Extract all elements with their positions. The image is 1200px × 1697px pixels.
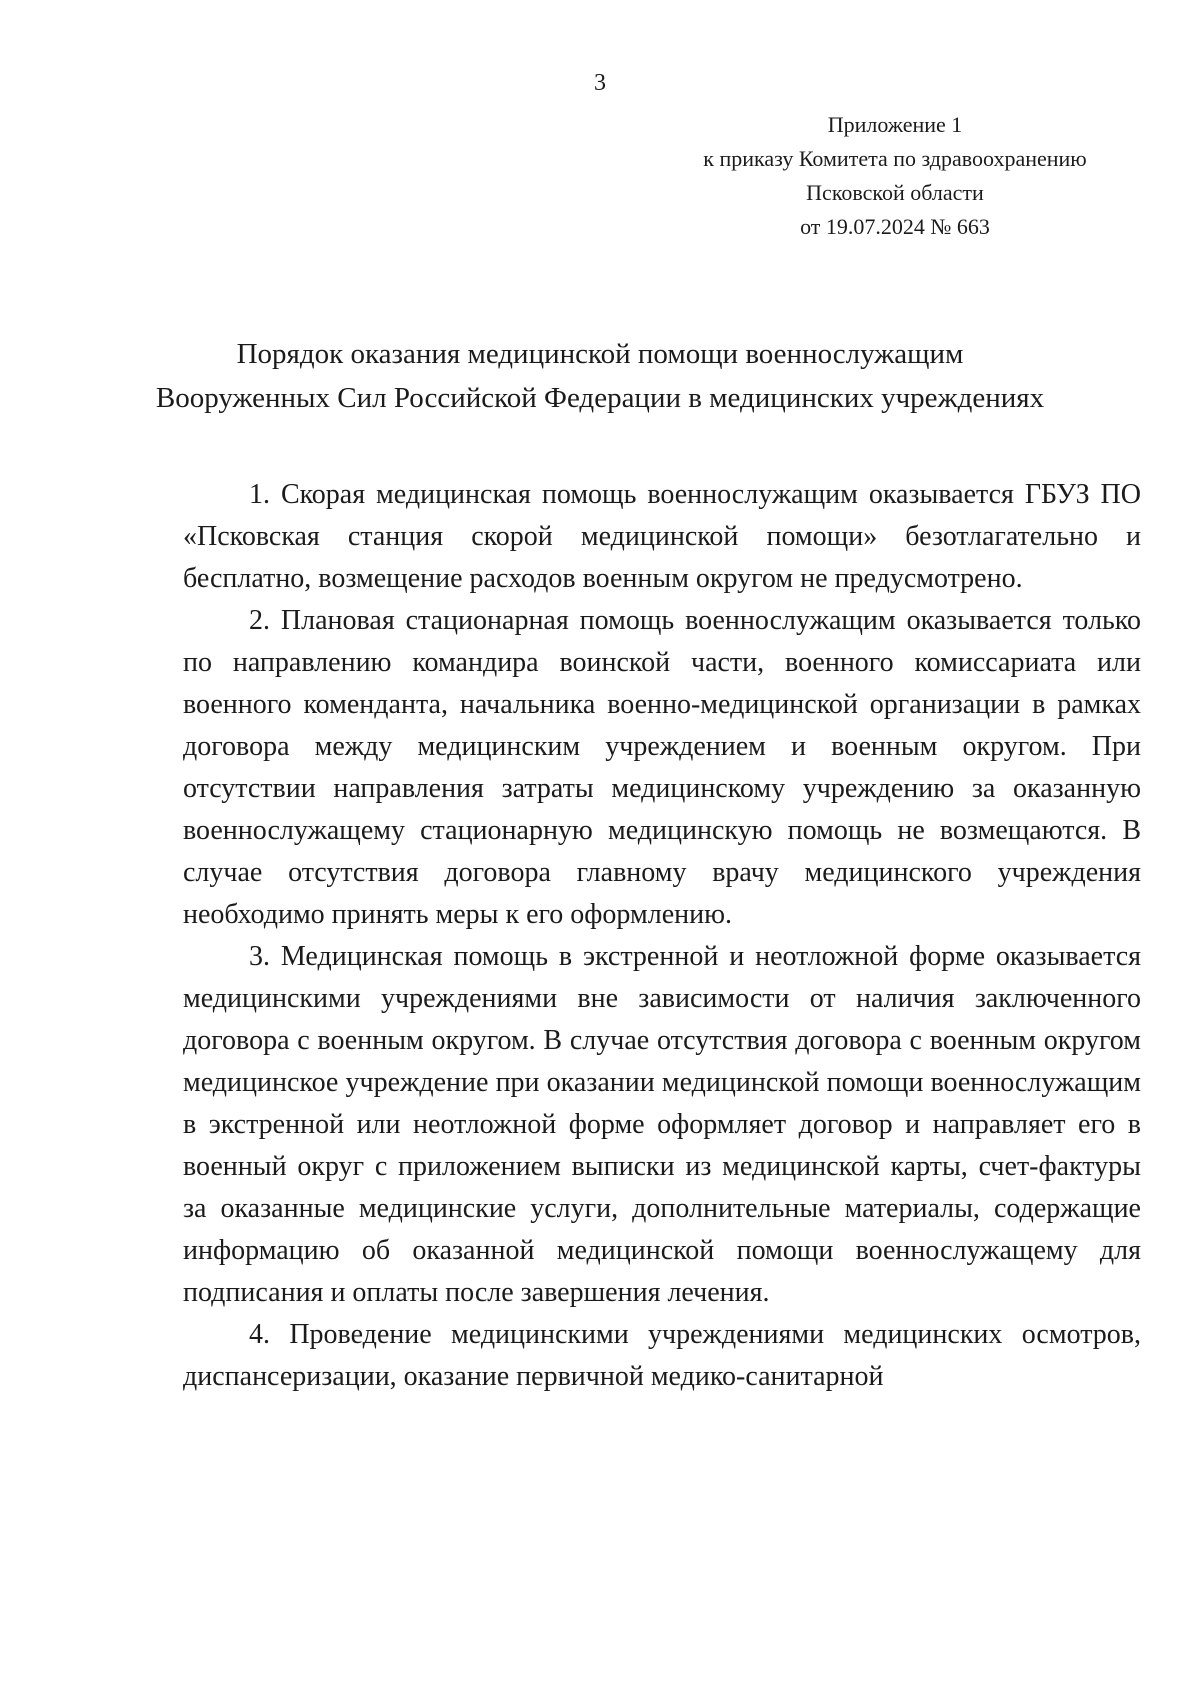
appendix-label: Приложение 1 — [827, 112, 963, 137]
page-number: 3 — [594, 70, 606, 96]
document-body — [183, 474, 1141, 1398]
paragraph-3: 3. Медицинская помощь в экстренной и неотложной форме оказывается медицинскими учреждениями вне зависимости от наличия заключенного договора с военным округом. В случае отсутствия договора с военным округом медицинское учреждение при оказании медицинской помощи военнослужащим в экстренной или неотложной форме оформляет договор и направляет его в военный округ с приложением выписки из медицинской карты, счет-фактуры за оказанные медицинские услуги, дополнительные материалы, содержащие информацию об оказанной медицинской помощи военнослужащему для подписания и оплаты после завершения лечения. — [183, 941, 1141, 1308]
appendix-date-number: от 19.07.2024 № 663 — [800, 214, 990, 239]
paragraph-4: 4. Проведение медицинскими учреждениями медицинских осмотров, диспансеризации, оказание первичной медико-санитарной — [183, 1319, 1141, 1392]
title-line-1: Порядок оказания медицинской помощи военнослужащим — [236, 338, 964, 370]
appendix-header — [660, 108, 1130, 244]
paragraph-2: 2. Плановая стационарная помощь военнослужащим оказывается только по направлению командира воинской части, военного комиссариата или военного коменданта, начальника военно-медицинской организации в рамках договора между медицинским учреждением и военным округом. При отсутствии направления затраты медицинскому учреждению за оказанную военнослужащему стационарную медицинскую помощь не возмещаются. В случае отсутствия договора главному врачу медицинского учреждения необходимо принять меры к его оформлению. — [183, 605, 1141, 930]
title-line-2: Вооруженных Сил Российской Федерации в медицинских учреждениях — [155, 382, 1045, 414]
paragraph-1: 1. Скорая медицинская помощь военнослужащим оказывается ГБУЗ ПО «Псковская станция скорой медицинской помощи» безотлагательно и бесплатно, возмещение расходов военным округом не предусмотрено. — [183, 479, 1141, 594]
document-title — [150, 332, 1050, 420]
appendix-region: Псковской области — [806, 180, 984, 205]
appendix-order-reference: к приказу Комитета по здравоохранению — [703, 146, 1087, 171]
